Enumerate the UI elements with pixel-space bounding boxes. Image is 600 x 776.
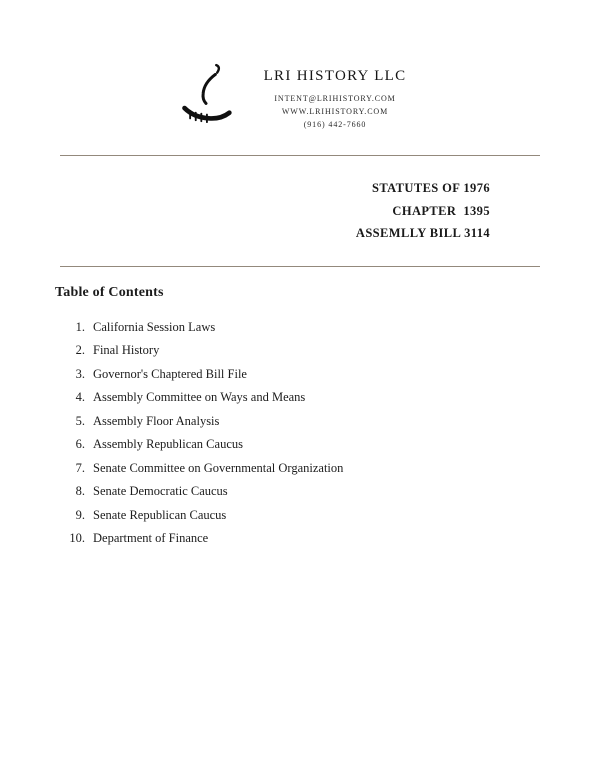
statutes-line: STATUTES OF 1976 bbox=[372, 181, 490, 195]
toc-item bbox=[55, 363, 600, 387]
toc-item-number: 5. bbox=[75, 413, 85, 428]
toc-item-label: Senate Democratic Caucus bbox=[93, 484, 228, 498]
toc-item-label: Senate Committee on Governmental Organization bbox=[93, 460, 344, 475]
lri-history-logo-icon bbox=[178, 60, 234, 130]
statute-reference-block bbox=[0, 177, 490, 245]
company-phone: (916) 442-7660 bbox=[303, 120, 367, 129]
toc-item-label: Assembly Republican Caucus bbox=[93, 437, 243, 451]
toc-title: Table of Contents bbox=[55, 284, 164, 300]
toc-item-number: 6. bbox=[75, 437, 85, 451]
toc-item-number: 9. bbox=[75, 507, 85, 522]
toc-item-number: 8. bbox=[75, 484, 85, 498]
toc-item-number: 1. bbox=[75, 319, 85, 334]
toc-item-label: Department of Finance bbox=[93, 531, 209, 545]
toc-item bbox=[55, 339, 600, 363]
toc-item-number: 3. bbox=[75, 366, 85, 381]
company-name: LRI HISTORY LLC bbox=[263, 68, 407, 84]
toc-list bbox=[55, 316, 600, 551]
toc-item-label: Senate Republican Caucus bbox=[93, 507, 227, 522]
toc-item-number: 10. bbox=[69, 531, 85, 545]
letterhead bbox=[0, 0, 600, 131]
toc-item bbox=[55, 480, 600, 504]
toc-item-label: Assembly Floor Analysis bbox=[93, 413, 220, 428]
toc-item bbox=[55, 457, 600, 481]
toc-item bbox=[55, 410, 600, 434]
toc-item bbox=[55, 504, 600, 528]
toc-item bbox=[55, 386, 600, 410]
toc-item-number: 4. bbox=[75, 390, 85, 404]
bill-line: ASSEMLLY BILL 3114 bbox=[355, 226, 490, 240]
toc-item-label: Final History bbox=[93, 343, 160, 357]
company-website: WWW.LRIHISTORY.COM bbox=[281, 107, 389, 116]
company-email: INTENT@LRIHISTORY.COM bbox=[274, 94, 396, 103]
divider-top bbox=[60, 155, 540, 156]
toc-item-label: Governor's Chaptered Bill File bbox=[93, 366, 247, 381]
toc-item-number: 7. bbox=[75, 460, 85, 475]
chapter-line: CHAPTER 1395 bbox=[392, 203, 490, 218]
toc-item bbox=[55, 316, 600, 340]
table-of-contents bbox=[55, 285, 600, 551]
toc-item bbox=[55, 527, 600, 551]
divider-middle bbox=[60, 266, 540, 267]
toc-item-label: California Session Laws bbox=[93, 319, 216, 334]
toc-item-number: 2. bbox=[75, 343, 85, 357]
toc-item bbox=[55, 433, 600, 457]
letterhead-text bbox=[264, 60, 407, 131]
toc-item-label: Assembly Committee on Ways and Means bbox=[93, 390, 306, 404]
